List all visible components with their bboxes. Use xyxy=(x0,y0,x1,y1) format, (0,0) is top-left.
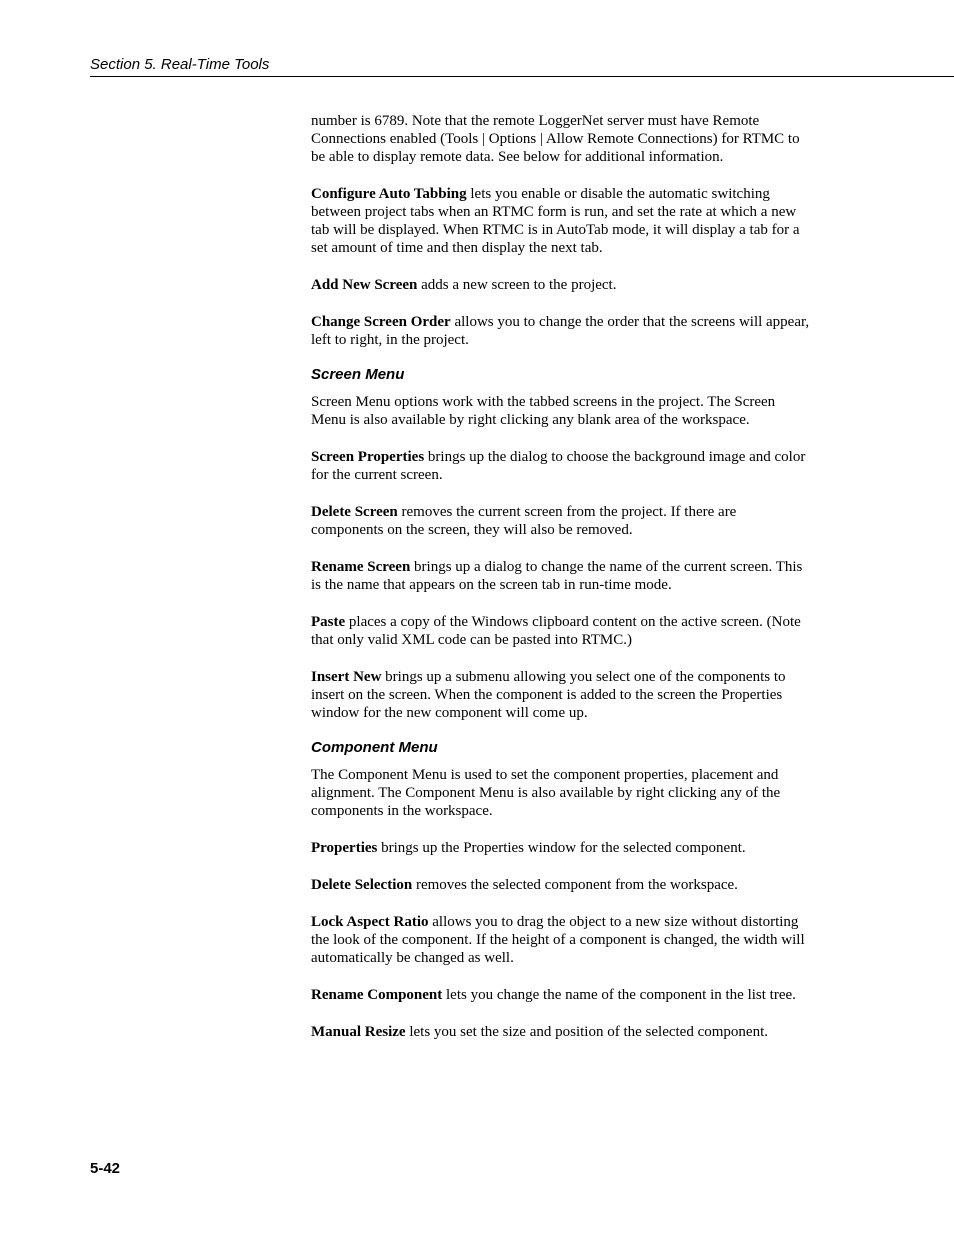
definition-text: removes the selected component from the workspace. xyxy=(412,877,738,893)
definition-text: brings up a dialog to change the name of the current screen. This is the name that appears on the screen tab in run-time mode. xyxy=(311,559,803,593)
definition-term: Insert New xyxy=(311,669,382,685)
intro-paragraph: number is 6789. Note that the remote LoggerNet server must have Remote Connections enabled (Tools | Options | Allow Remote Connections) for RTMC to be able to display remote data. See below for additional information. xyxy=(311,113,800,165)
definition-paragraph xyxy=(311,503,811,539)
definition-term: Lock Aspect Ratio xyxy=(311,914,429,930)
section-intro-paragraph: Screen Menu options work with the tabbed screens in the project. The Screen Menu is also available by right clicking any blank area of the workspace. xyxy=(311,394,776,428)
section-intro-paragraph: The Component Menu is used to set the component properties, placement and alignment. The Component Menu is also available by right clicking any of the components in the workspace. xyxy=(311,767,781,819)
section-heading-screen-menu: Screen Menu xyxy=(311,366,405,383)
definition-paragraph xyxy=(311,668,811,722)
definition-text: removes the current screen from the project. If there are components on the screen, they will also be removed. xyxy=(311,504,737,538)
definition-text: brings up the dialog to choose the background image and color for the current screen. xyxy=(311,449,806,483)
definition-term: Paste xyxy=(311,614,346,630)
definition-term: Rename Screen xyxy=(311,559,411,575)
definition-term: Configure Auto Tabbing xyxy=(311,186,467,202)
definition-paragraph xyxy=(311,448,811,484)
definition-term: Properties xyxy=(311,840,378,856)
definition-term: Change Screen Order xyxy=(311,314,451,330)
definition-paragraph xyxy=(311,313,811,349)
definition-text: brings up the Properties window for the selected component. xyxy=(377,840,746,856)
definition-paragraph xyxy=(311,1023,811,1041)
definition-term: Manual Resize xyxy=(311,1024,406,1040)
definition-term: Add New Screen xyxy=(311,277,418,293)
definition-text: allows you to change the order that the screens will appear, left to right, in the project. xyxy=(311,314,810,348)
page-number: 5-42 xyxy=(90,1160,121,1177)
definition-paragraph xyxy=(311,185,811,257)
definition-paragraph xyxy=(311,613,811,649)
main-content xyxy=(311,112,811,1060)
definition-text: lets you enable or disable the automatic switching between project tabs when an RTMC form is run, and set the rate at which a new tab will be displayed. When RTMC is in AutoTab mode, it will display a tab for a set amount of time and then display the next tab. xyxy=(311,186,800,256)
definition-paragraph xyxy=(311,558,811,594)
definition-paragraph xyxy=(311,876,811,894)
section-heading-component-menu: Component Menu xyxy=(311,739,438,756)
definition-text: brings up a submenu allowing you select one of the components to insert on the screen. When the component is added to the screen the Properties window for the new component will come up. xyxy=(311,669,786,721)
definition-paragraph xyxy=(311,986,811,1004)
definition-paragraph xyxy=(311,839,811,857)
definition-text: places a copy of the Windows clipboard content on the active screen. (Note that only valid XML code can be pasted into RTMC.) xyxy=(311,614,801,648)
definition-term: Screen Properties xyxy=(311,449,425,465)
definition-term: Delete Screen xyxy=(311,504,398,520)
definition-term: Rename Component xyxy=(311,987,443,1003)
definition-paragraph xyxy=(311,276,811,294)
definition-text: lets you set the size and position of the selected component. xyxy=(405,1024,768,1040)
definition-text: allows you to drag the object to a new size without distorting the look of the component. If the height of a component is changed, the width will automatically be changed as well. xyxy=(311,914,805,966)
definition-text: adds a new screen to the project. xyxy=(417,277,617,293)
definition-term: Delete Selection xyxy=(311,877,413,893)
definition-text: lets you change the name of the component in the list tree. xyxy=(442,987,796,1003)
definition-paragraph xyxy=(311,913,811,967)
running-header: Section 5. Real-Time Tools xyxy=(90,55,954,77)
